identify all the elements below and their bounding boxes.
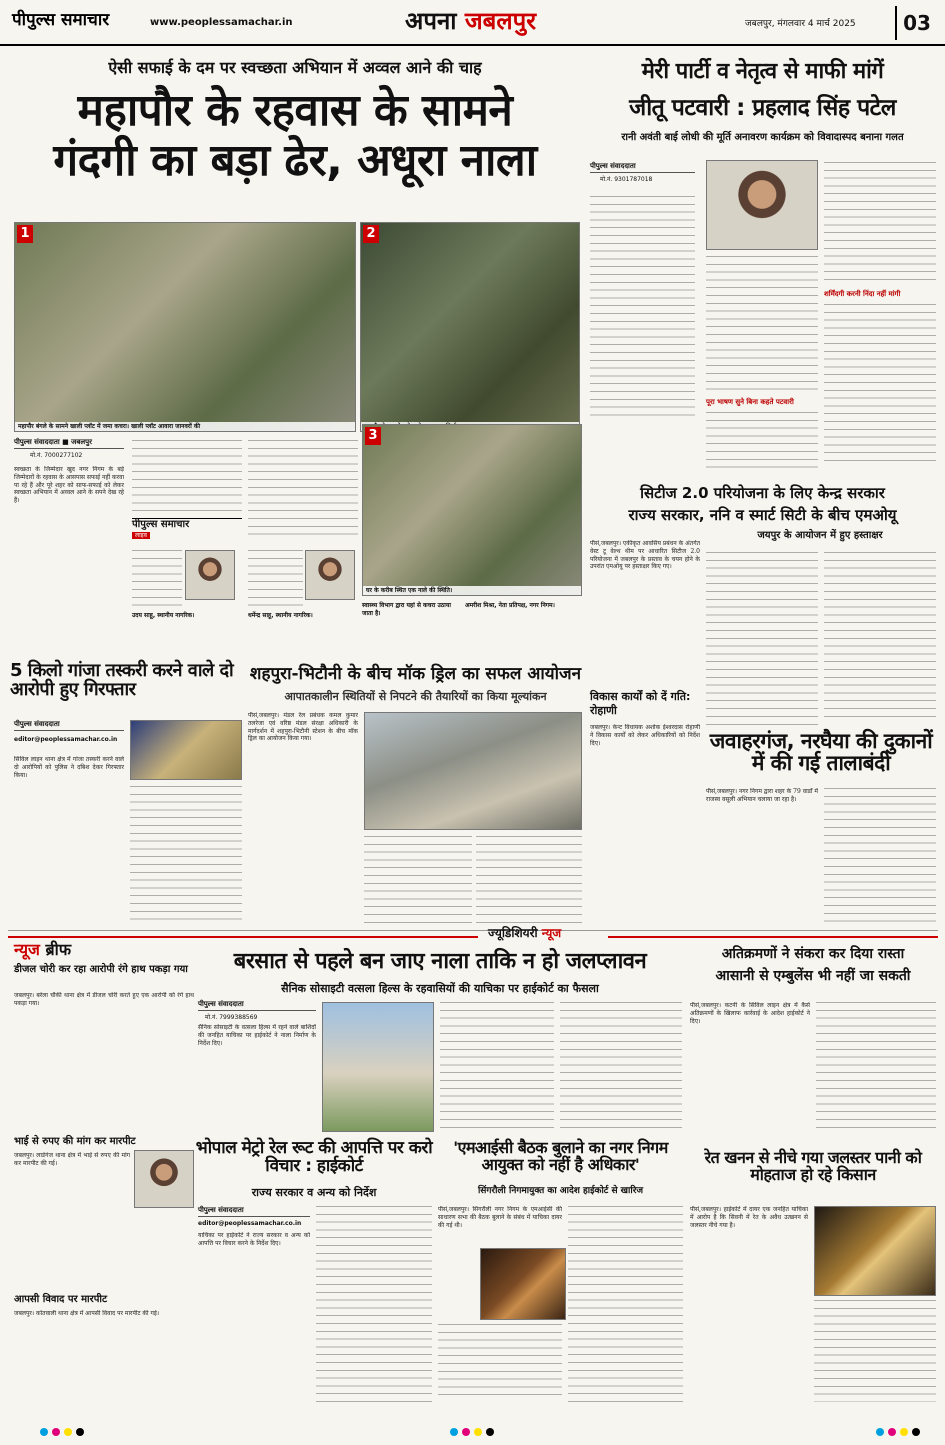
vikas-lead: जबलपुर। केन्ट विधायक अशोक ईश्वरदास रोहाणी ने विकास कार्यों को लेकर अधिकारियों को निर्देश दिए। xyxy=(590,724,700,747)
ret-photo xyxy=(814,1206,936,1296)
brief-3-text: जबलपुर। कोतवाली थाना क्षेत्र में आपसी विवाद पर मारपीट की गई। xyxy=(14,1310,160,1317)
nala-subhead: सैनिक सोसाइटी वत्सला हिल्स के रहवासियों की याचिका पर हाईकोर्ट का फैसला xyxy=(281,982,599,995)
section-name: जबलपुर xyxy=(464,7,537,35)
patwari-col-3b xyxy=(824,304,936,468)
photo-1: 1 महापौर बंगले के सामने खाली प्लॉट में जमा कचरा। खाली प्लॉट आवारा जानवरों की xyxy=(14,222,356,432)
patwari-col-3 xyxy=(824,162,936,284)
mayor-byline: पीपुल्स संवाददाता ■ जबलपुर xyxy=(14,438,124,449)
quote-3-name: अमरीश मिश्रा, नेता प्रतिपक्ष, नगर निगम। xyxy=(465,602,555,609)
smartcity-headline-1: सिटीज 2.0 परियोजना के लिए केन्द्र सरकार xyxy=(640,484,885,502)
photo-3: 3 घर के करीब स्थित एक नाले की स्थिति। xyxy=(362,424,582,596)
quote-2-name: धर्मेन्द्र साहू, स्थानीय नागरिक। xyxy=(248,612,313,619)
atikraman-col-2 xyxy=(816,1002,936,1132)
mayor-headline-2: गंदगी का बड़ा ढेर, अधूरा नाला xyxy=(53,135,537,186)
mic-headline: 'एमआईसी बैठक बुलाने का नगर निगम आयुक्त को नहीं है अधिकार' xyxy=(453,1138,668,1174)
mic-col-2 xyxy=(568,1206,683,1402)
masthead xyxy=(0,0,945,46)
nala-mobile: मो.नं. 7999388569 xyxy=(205,1014,258,1021)
patwari-subhead: रानी अवंती बाई लोधी की मूर्ति अनावरण कार्यक्रम को विवादास्पद बनाना गलत xyxy=(621,132,904,143)
quote-1-text xyxy=(132,550,182,610)
metro-col-2 xyxy=(316,1206,432,1402)
smartcity-subhead: जयपुर के आयोजन में हुए हस्ताक्षर xyxy=(757,530,883,541)
ganja-photo xyxy=(130,720,242,780)
mockdrill-photo xyxy=(364,712,582,830)
judiciary-label-red: न्यूज xyxy=(541,926,562,940)
ganja-lead: सिविल लाइन थाना क्षेत्र में गांजा तस्करी करने वाले दो आरोपियों को पुलिस ने दबिश देकर गिरफ्तार किया। xyxy=(14,756,124,779)
photo-3-caption: घर के करीब स्थित एक नाले की स्थिति। xyxy=(363,586,581,596)
patwari-sub-2: शर्मिंदगी करनी निंदा नहीं मांगी xyxy=(824,290,901,298)
page-number: 03 xyxy=(895,6,937,40)
patwari-col-2 xyxy=(706,256,818,392)
quote-1-photo xyxy=(185,550,235,600)
metro-subhead: राज्य सरकार व अन्य को निर्देश xyxy=(251,1186,377,1199)
patwari-col-1 xyxy=(590,196,695,420)
mockdrill-col-3 xyxy=(476,836,582,926)
judiciary-label: ज्यूडिशियरी xyxy=(488,926,538,940)
brief-2-text: जबलपुर। लार्डगंज थाना क्षेत्र में भाई से रुपए की मांग कर मारपीट की गई। xyxy=(14,1152,130,1167)
mayor-headline-1: महापौर के रहवास के सामने xyxy=(77,85,513,136)
vikas-headline: विकास कार्यों को दें गति: रोहाणी xyxy=(590,690,691,717)
atikraman-lead: पीसं,जबलपुर। कटनी के सिविल लाइन क्षेत्र में कैसे अतिक्रमणों के खिलाफ कार्रवाई के आदेश हाईकोर्ट ने दिए। xyxy=(690,1002,810,1025)
smartcity-col-3 xyxy=(824,552,936,720)
smartcity-lead: पीसं,जबलपुर। एकीकृत आवसिय प्रबंधन के अंतर्गत वेस्ट टू वेल्थ थीम पर आधारित सिटीज 2.0 परियोजना में जबलपुर के प्रस्ताव के चयन होने के उपरांत एमओयू पर हस्ताक्षर किए गए। xyxy=(590,540,700,571)
jawaharganj-lead: पीसं,जबलपुर। नगर निगम द्वारा शहर के 79 वार्डों में राजस्व वसूली अभियान चलाया जा रहा है। xyxy=(706,788,818,803)
patwari-mobile: मो.नं. 9301787018 xyxy=(600,176,653,183)
photo-1-caption: महापौर बंगले के सामने खाली प्लॉट में जमा कचरा। खाली प्लॉट आवारा जानवरों की xyxy=(15,422,355,432)
nala-byline: पीपुल्स संवाददाता xyxy=(198,1000,316,1011)
atikraman-headline-1: अतिक्रमणों ने संकरा कर दिया रास्ता xyxy=(721,946,905,962)
patwari-photo xyxy=(706,160,818,250)
mic-lead: पीसं,जबलपुर। सिंगरौली नगर निगम के एमआईसी की साधारण सभा की बैठक बुलाने के संबंध में याचिका दायर की गई थी। xyxy=(438,1206,562,1229)
mayor-lead: स्वच्छता के जिम्मेदार खुद नगर निगम के बड़े जिम्मेदारों के रहवास के आसपास सफाई नहीं करवा पा रहे हैं और पूरे शहर को साफ-सफाई को लेकर स्वच्छता अभियान में अव्वल आने के सपने देख रहे हैं। xyxy=(14,466,124,505)
brief-2-photo xyxy=(134,1150,194,1208)
ret-lead: पीसं,जबलपुर। हाईकोर्ट में दायर एक जनहित याचिका में आरोप है कि सिवनी में रेत के अवैध उत्खनन से जलस्तर नीचे गया है। xyxy=(690,1206,808,1229)
nala-photo xyxy=(322,1002,434,1132)
dateline: जबलपुर, मंगलवार 4 मार्च 2025 xyxy=(745,19,856,29)
patwari-sub-1: पूरा भाषण सुने बिना कहते पटवारी xyxy=(706,398,794,406)
brief-3-title: आपसी विवाद पर मारपीट xyxy=(14,1294,108,1305)
quote-3-text: स्वास्थ्य विभाग द्वारा यहां से कचरा उठाया जाता है। xyxy=(362,602,451,617)
mic-col-1b xyxy=(438,1324,562,1402)
ganja-email: editor@peoplessamachar.co.in xyxy=(14,736,118,743)
smartcity-headline-2: राज्य सरकार, ननि व स्मार्ट सिटी के बीच एमओयू xyxy=(628,506,897,524)
smartcity-col-2 xyxy=(706,552,818,720)
ret-col-2 xyxy=(814,1300,936,1402)
ganja-byline: पीपुल्स संवाददाता xyxy=(14,720,124,731)
mic-photo xyxy=(480,1248,566,1320)
mayor-col-3 xyxy=(248,440,358,536)
nala-col-2 xyxy=(440,1002,554,1132)
registration-marks xyxy=(40,1428,920,1438)
section-prefix: अपना xyxy=(405,7,457,35)
quote-1-name: उदय साहू, स्थानीय नागरिक। xyxy=(132,612,195,619)
metro-email: editor@peoplessamachar.co.in xyxy=(198,1220,302,1227)
news-brief-label: न्यूज ब्रीफ xyxy=(14,940,72,959)
metro-lead: याचिका पर हाईकोर्ट ने राज्य सरकार व अन्य को आपत्ति पर विचार करने के निर्देश दिए। xyxy=(198,1232,310,1247)
mockdrill-subhead: आपातकालीन स्थितियों से निपटने की तैयारियों का किया मूल्यांकन xyxy=(284,690,547,703)
photo-2: 2 xyxy=(360,222,580,432)
brief-2-title: भाई से रुपए की मांग कर मारपीट xyxy=(14,1136,136,1147)
section-title xyxy=(405,6,536,36)
brief-1-title: डीजल चोरी कर रहा आरोपी रंगे हाथ पकड़ा गया xyxy=(14,964,188,975)
brand-logo: पीपुल्स समाचार xyxy=(12,10,110,30)
live-badge: पीपुल्स समाचार लाइव xyxy=(132,518,242,540)
mayor-col-2 xyxy=(132,440,242,516)
site-url: www.peoplessamachar.in xyxy=(150,17,293,28)
quote-2-text xyxy=(248,550,303,610)
ganja-col-2 xyxy=(130,786,242,926)
atikraman-headline-2: आसानी से एम्बुलेंस भी नहीं जा सकती xyxy=(715,968,911,984)
mic-subhead: सिंगरौली निगमायुक्त का आदेश हाईकोर्ट से खारिज xyxy=(477,1186,644,1196)
brief-1-text: जबलपुर। बरेला चौकी थाना क्षेत्र में डीजल चोरी करते हुए एक आरोपी को रंगे हाथ पकड़ा गया। xyxy=(14,992,194,1007)
metro-headline: भोपाल मेट्रो रेल रूट की आपत्ति पर करो विचार : हाईकोर्ट xyxy=(195,1138,433,1176)
mayor-mobile: मो.नं. 7000277102 xyxy=(30,452,83,459)
patwari-headline-1: मेरी पार्टी व नेतृत्व से माफी मांगें xyxy=(641,59,884,84)
ret-headline: रेत खनन से नीचे गया जलस्तर पानी को मोहताज हो रहे किसान xyxy=(704,1148,922,1184)
jawaharganj-col-2 xyxy=(824,788,936,924)
patwari-col-2b xyxy=(706,412,818,468)
vikas-col-2 xyxy=(706,724,818,728)
nala-lead: सैनिक सोसाइटी के वत्सला हिल्स में रहने वाले बाशिंदों की जनहित याचिका पर हाईकोर्ट ने नाला निर्माण के निर्देश दिए। xyxy=(198,1024,316,1047)
patwari-headline-2: जीतू पटवारी : प्रहलाद सिंह पटेल xyxy=(629,95,896,121)
nala-col-3 xyxy=(560,1002,682,1132)
nala-headline: बरसात से पहले बन जाए नाला ताकि न हो जलप्लावन xyxy=(233,949,647,974)
patwari-byline: पीपुल्स संवाददाता xyxy=(590,162,695,173)
kicker: ऐसी सफाई के दम पर स्वच्छता अभियान में अव्वल आने की चाह xyxy=(108,58,482,77)
jawaharganj-headline: जवाहरगंज, नरघैया की दुकानों में की गई तालाबंदी xyxy=(709,729,933,776)
quote-2-photo xyxy=(305,550,355,600)
ganja-headline: 5 किलो गांजा तस्करी करने वाले दो आरोपी हुए गिरफ्तार xyxy=(10,660,234,700)
metro-byline: पीपुल्स संवाददाता xyxy=(198,1206,310,1217)
mockdrill-col-2 xyxy=(364,836,472,926)
mockdrill-lead: पीसं,जबलपुर। मंडल रेल प्रबंधक कमल कुमार तलरेजा एवं वरिष्ठ मंडल संरक्षा अधिकारी के मार्गदर्शन में शहपुरा-भिटौनी स्टेशन के बीच मॉक ड्रिल का आयोजन किया गया। xyxy=(248,712,358,743)
mockdrill-headline: शहपुरा-भिटौनी के बीच मॉक ड्रिल का सफल आयोजन xyxy=(249,664,582,684)
